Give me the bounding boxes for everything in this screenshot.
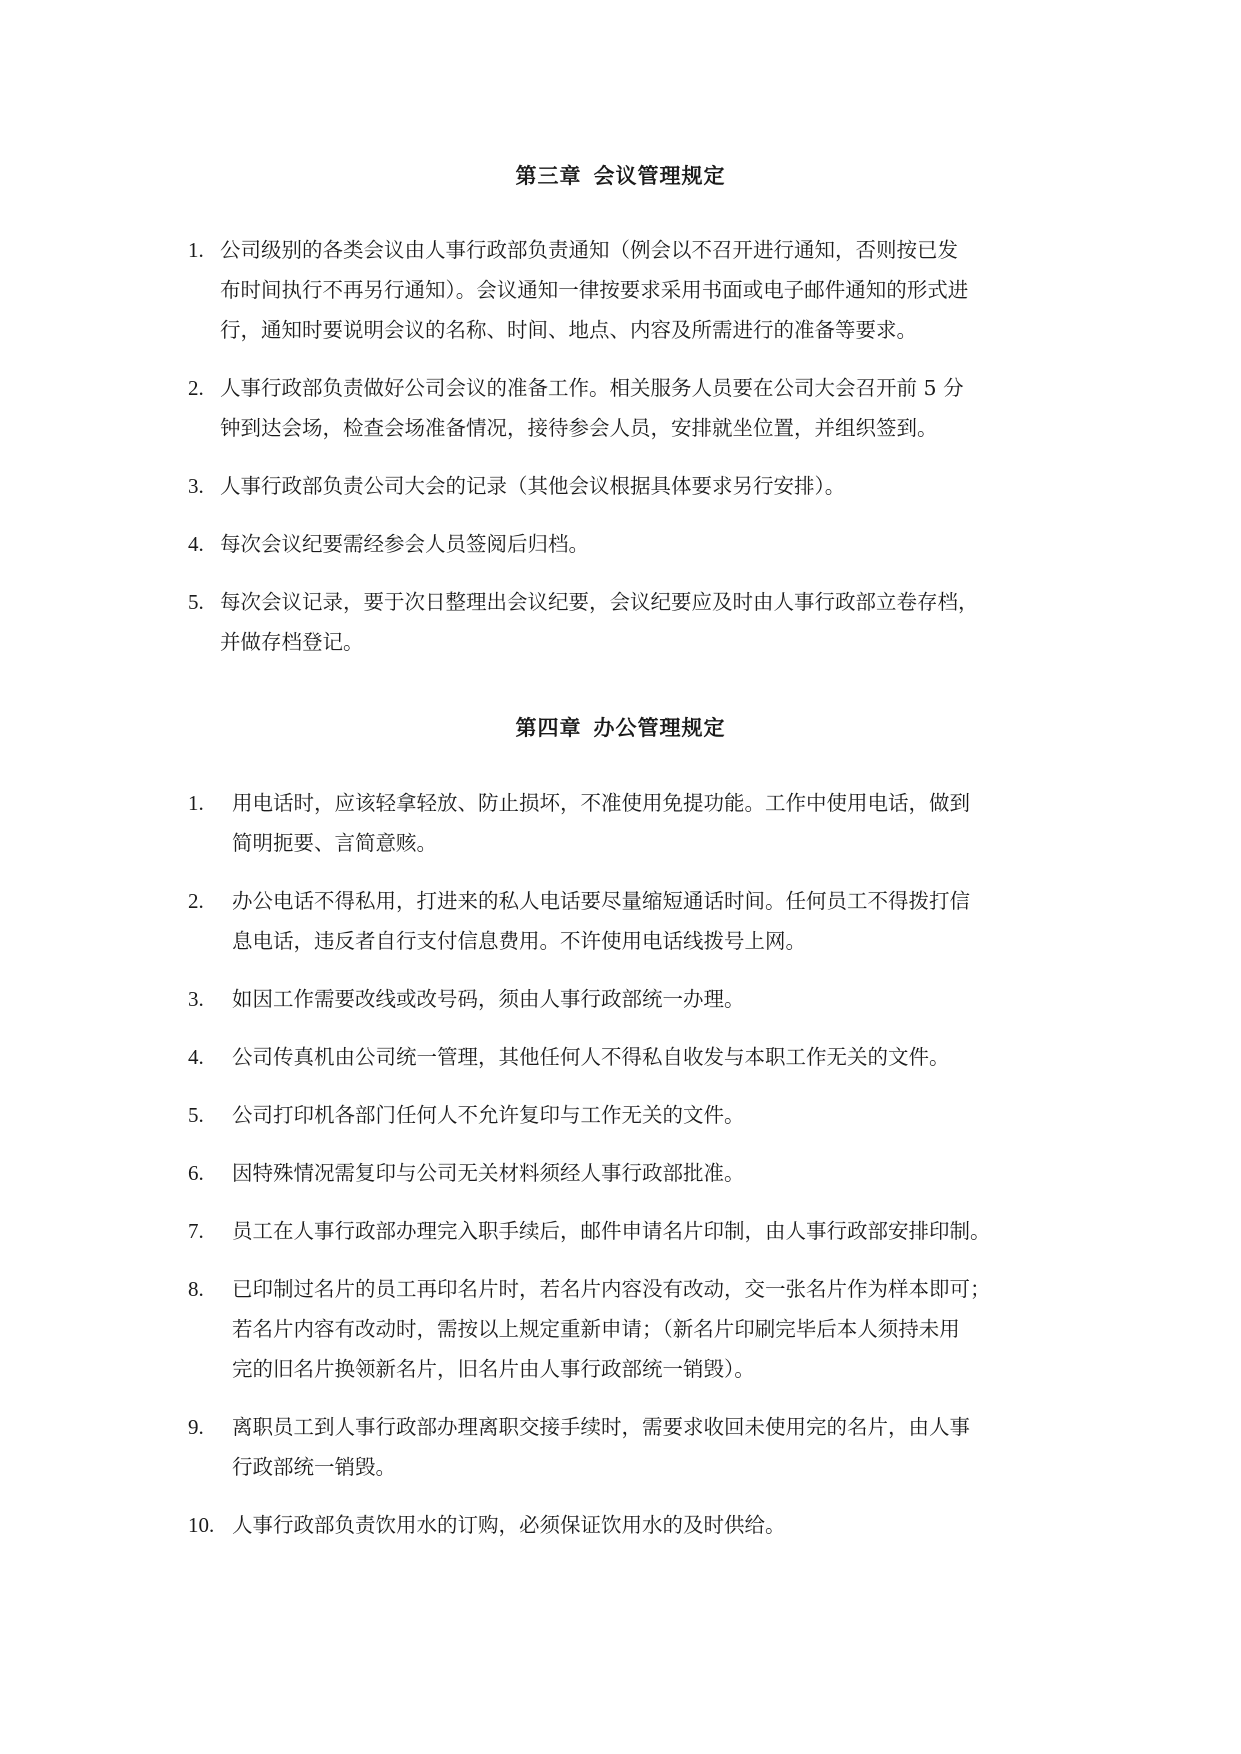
chapter-4-list <box>188 783 1058 1545</box>
item-line: 办公电话不得私用，打进来的私人电话要尽量缩短通话时间。任何员工不得拨打信 <box>232 889 970 913</box>
list-item <box>188 524 1058 564</box>
item-line: 布时间执行不再另行通知）。会议通知一律按要求采用书面或电子邮件通知的形式进 <box>220 278 969 302</box>
list-item <box>188 1037 1058 1077</box>
item-number: 3. <box>188 474 204 498</box>
item-number: 2. <box>188 889 204 913</box>
item-line: 已印制过名片的员工再印名片时，若名片内容没有改动，交一张名片作为样本即可； <box>232 1277 991 1301</box>
chapter-3-list <box>188 230 1058 662</box>
item-number: 10. <box>188 1513 215 1537</box>
item-number: 3. <box>188 987 204 1011</box>
item-number: 5. <box>188 1103 204 1127</box>
list-item <box>188 1095 1058 1135</box>
item-line: 公司级别的各类会议由人事行政部负责通知（例会以不召开进行通知，否则按已发 <box>220 238 958 262</box>
chapter-3-title-main: 会议管理规定 <box>593 164 726 188</box>
list-item <box>188 783 1058 863</box>
item-line: 行政部统一销毁。 <box>232 1455 396 1479</box>
list-item <box>188 230 1058 350</box>
chapter-4-title <box>0 712 1241 742</box>
chapter-4-title-main: 办公管理规定 <box>593 716 726 740</box>
item-number: 7. <box>188 1219 204 1243</box>
item-line: 人事行政部负责公司大会的记录（其他会议根据具体要求另行安排）。 <box>220 474 846 498</box>
item-line: 钟到达会场，检查会场准备情况，接待参会人员，安排就坐位置，并组织签到。 <box>220 416 938 440</box>
item-number: 1. <box>188 791 204 815</box>
item-line: 并做存档登记。 <box>220 630 364 654</box>
item-line: 公司打印机各部门任何人不允许复印与工作无关的文件。 <box>232 1103 745 1127</box>
list-item <box>188 466 1058 506</box>
item-line: 行，通知时要说明会议的名称、时间、地点、内容及所需进行的准备等要求。 <box>220 318 917 342</box>
item-line: 用电话时，应该轻拿轻放、防止损坏，不准使用免提功能。工作中使用电话，做到 <box>232 791 970 815</box>
item-line: 简明扼要、言简意赅。 <box>232 831 437 855</box>
list-item <box>188 582 1058 662</box>
item-line: 每次会议纪要需经参会人员签阅后归档。 <box>220 532 589 556</box>
item-number: 4. <box>188 532 204 556</box>
item-number: 1. <box>188 238 204 262</box>
list-item <box>188 1407 1058 1487</box>
item-line: 人事行政部负责饮用水的订购，必须保证饮用水的及时供给。 <box>232 1513 786 1537</box>
item-number: 8. <box>188 1277 204 1301</box>
list-item <box>188 979 1058 1019</box>
item-line: 息电话，违反者自行支付信息费用。不许使用电话线拨号上网。 <box>232 929 806 953</box>
item-line: 离职员工到人事行政部办理离职交接手续时，需要求收回未使用完的名片，由人事 <box>232 1415 970 1439</box>
item-line: 完的旧名片换领新名片，旧名片由人事行政部统一销毁）。 <box>232 1357 755 1381</box>
item-line: 因特殊情况需复印与公司无关材料须经人事行政部批准。 <box>232 1161 745 1185</box>
list-item <box>188 368 1058 448</box>
item-line: 公司传真机由公司统一管理，其他任何人不得私自收发与本职工作无关的文件。 <box>232 1045 950 1069</box>
list-item <box>188 1505 1058 1545</box>
list-item <box>188 1269 1058 1389</box>
item-number: 9. <box>188 1415 204 1439</box>
item-line: 如因工作需要改线或改号码，须由人事行政部统一办理。 <box>232 987 745 1011</box>
item-line: 人事行政部负责做好公司会议的准备工作。相关服务人员要在公司大会召开前 5 分 <box>220 376 964 400</box>
item-number: 5. <box>188 590 204 614</box>
chapter-3-title-prefix: 第三章 <box>515 164 582 188</box>
chapter-3-title <box>0 160 1241 190</box>
item-line: 若名片内容有改动时，需按以上规定重新申请；（新名片印刷完毕后本人须持未用 <box>232 1317 960 1341</box>
list-item <box>188 1211 1058 1251</box>
item-number: 2. <box>188 376 204 400</box>
list-item <box>188 1153 1058 1193</box>
item-line: 每次会议记录，要于次日整理出会议纪要，会议纪要应及时由人事行政部立卷存档， <box>220 590 979 614</box>
item-number: 4. <box>188 1045 204 1069</box>
chapter-4-title-prefix: 第四章 <box>515 716 582 740</box>
item-number: 6. <box>188 1161 204 1185</box>
list-item <box>188 881 1058 961</box>
item-line: 员工在人事行政部办理完入职手续后，邮件申请名片印制，由人事行政部安排印制。 <box>232 1219 991 1243</box>
